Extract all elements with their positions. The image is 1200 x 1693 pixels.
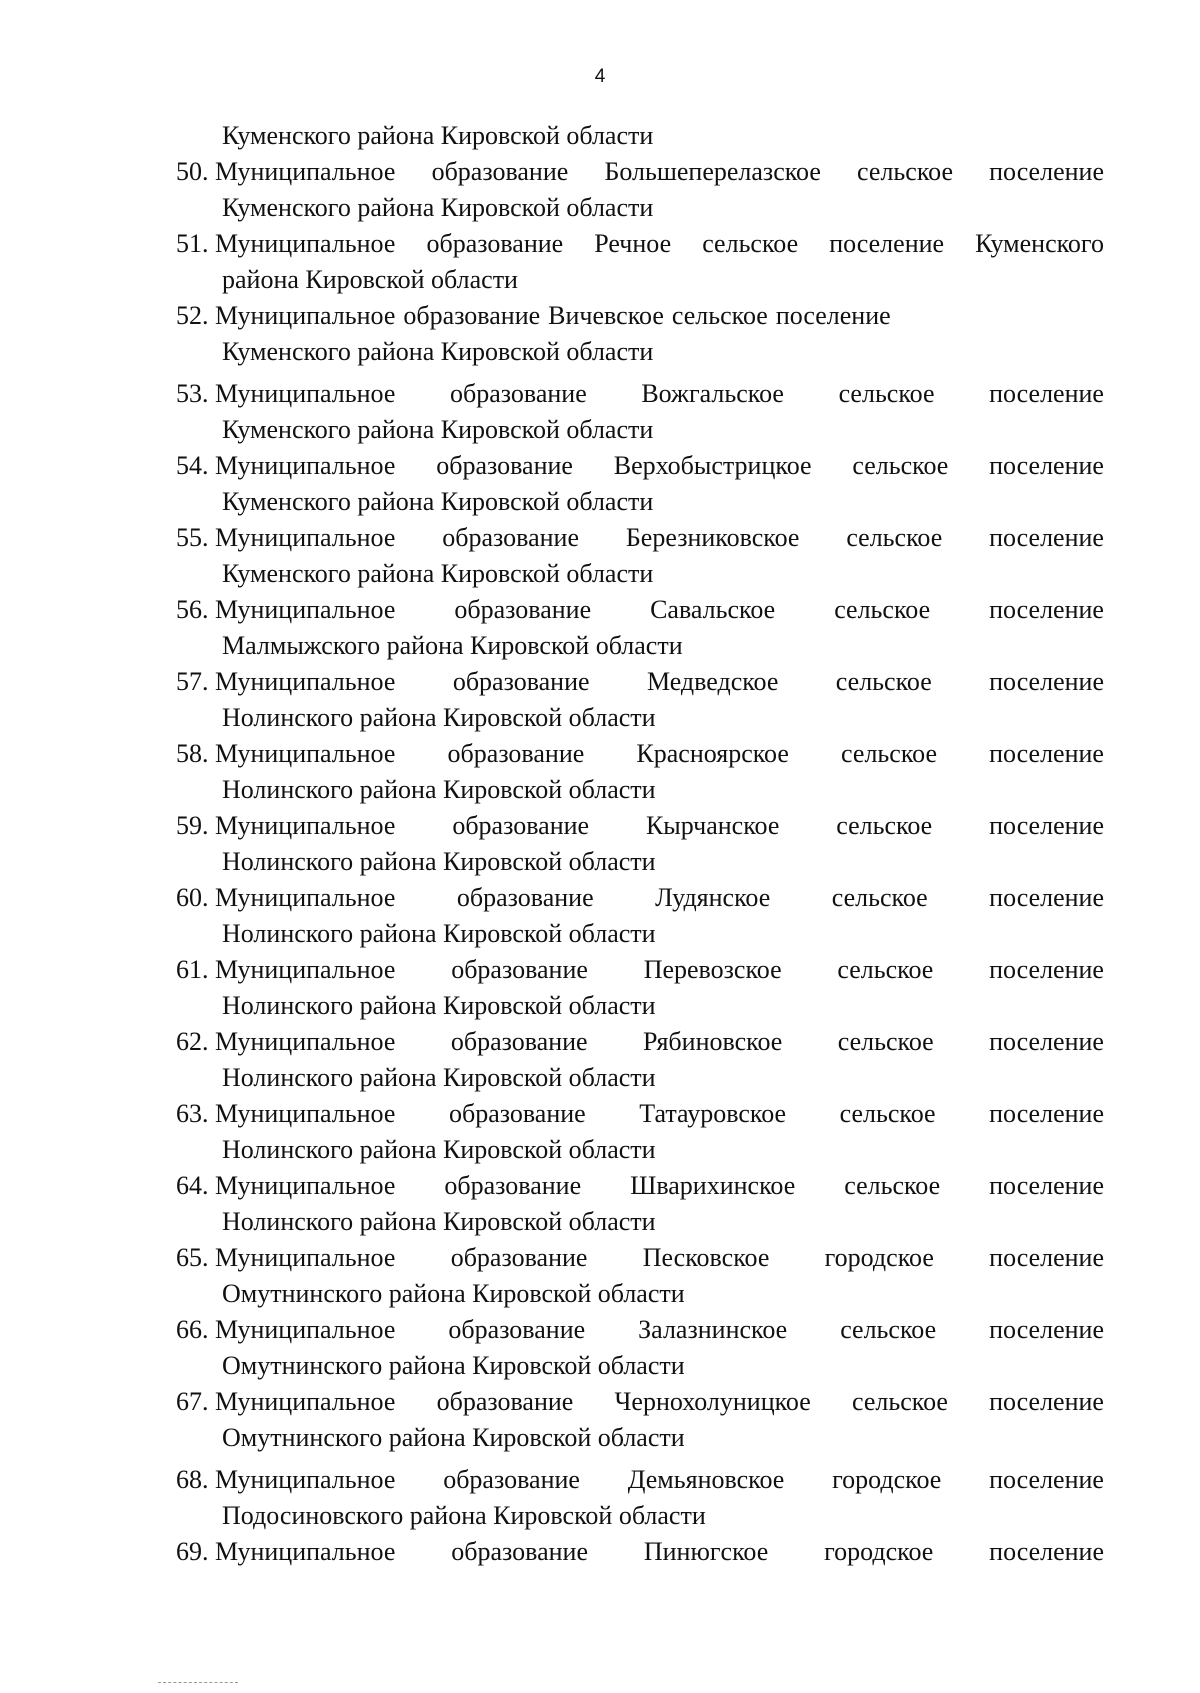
list-item [176,592,1104,664]
list-item-word: поселение [989,451,1104,480]
list-item-word: сельское [837,1027,934,1056]
list-item-second-line: Нолинского района Кировской области [222,919,656,948]
list-item-number-word: 53. Муниципальное [176,379,396,408]
list-item-word: городское [832,1465,942,1494]
municipality-list [176,118,1104,1570]
list-item-word: образование [452,667,590,696]
list-item-word: сельское [702,229,799,258]
list-item-number-word: 62. Муниципальное [176,1027,396,1056]
list-item-word: сельское [841,739,937,768]
list-item-word: поселение [989,1171,1104,1200]
list-item-first-line [176,1240,1104,1276]
list-item-word: сельское [671,301,768,330]
list-item-number-word: 59. Муниципальное [176,811,396,840]
list-item-first-line [176,298,1104,334]
list-item [176,880,1104,952]
list-item-word: сельское [851,1387,948,1416]
list-item [176,1168,1104,1240]
list-item-word: Большеперелазское [604,157,821,186]
list-item-word: образование [444,1171,582,1200]
list-item-second-line: Куменского района Кировской области [222,559,654,588]
list-item-word: поселение [989,955,1104,984]
list-item-word: Чернохолуницкое [614,1387,811,1416]
list-item-word: Перевозское [643,955,782,984]
list-item-word: образование [451,955,588,984]
list-item-word: сельское [838,379,935,408]
list-item-word: сельское [831,883,928,912]
list-item-first-line [176,448,1104,484]
list-item-first-line [176,154,1104,190]
list-item-first-line [176,520,1104,556]
list-item [176,736,1104,808]
continuation-line: Куменского района Кировской области [222,121,654,150]
list-item [176,1534,1104,1570]
list-item-word: поселение [989,1027,1104,1056]
list-item-number-word: 66. Муниципальное [176,1315,396,1344]
list-item [176,448,1104,520]
list-item-first-line [176,1024,1104,1060]
list-item-word: Пинюгское [643,1537,769,1566]
list-item-first-line [176,1462,1104,1498]
list-item-word: Песковское [642,1243,770,1272]
list-item-second-line: Куменского района Кировской области [222,487,654,516]
list-item-first-line [176,376,1104,412]
list-item-word: образование [450,1243,588,1272]
list-item-number-word: 64. Муниципальное [176,1171,396,1200]
list-item-word: образование [451,1537,588,1566]
list-item-word: образование [450,379,587,408]
list-item-second-line: района Кировской области [222,265,518,294]
list-item [176,520,1104,592]
list-item-word: образование [447,739,585,768]
page-number: 4 [594,66,606,87]
list-item-word: городское [824,1243,934,1272]
list-item-word: образование [403,301,541,330]
list-item-word: образование [443,1465,580,1494]
list-item-word: сельское [844,1171,941,1200]
list-item-number-word: 50. Муниципальное [176,157,396,186]
list-item [176,298,1104,370]
list-item-number-word: 55. Муниципальное [176,523,396,552]
list-item-word: образование [436,1387,574,1416]
list-item-word: поселение [989,523,1104,552]
list-item-second-line: Подосиновского района Кировской области [222,1501,706,1530]
list-item-number-word: 63. Муниципальное [176,1099,396,1128]
list-item-word: Татауровское [639,1099,787,1128]
list-item-word: Залазнинское [638,1315,788,1344]
list-item-first-line [176,952,1104,988]
list-item-second-line: Нолинского района Кировской области [222,703,656,732]
list-item [176,1096,1104,1168]
list-item-word: Кырчанское [645,811,780,840]
footer-scan-mark [158,1682,238,1683]
list-item-word: Демьяновское [627,1465,785,1494]
list-item-word: поселение [989,883,1104,912]
list-item-word: Березниковское [625,523,800,552]
list-item [176,664,1104,736]
list-item-number-word: 51. Муниципальное [176,229,396,258]
list-item-first-line [176,1312,1104,1348]
list-item-second-line: Омутнинского района Кировской области [222,1351,685,1380]
list-item-number-word: 61. Муниципальное [176,955,396,984]
list-item-first-line [176,736,1104,772]
list-item-second-line: Омутнинского района Кировской области [222,1279,685,1308]
list-item-word: Вичевское [548,301,664,330]
list-item [176,952,1104,1024]
list-item-second-line: Куменского района Кировской области [222,193,654,222]
list-item-word: Савальское [650,595,776,624]
list-item-number-word: 68. Муниципальное [176,1465,396,1494]
list-item-word: поселение [989,1465,1104,1494]
list-item-number-word: 54. Муниципальное [176,451,396,480]
list-item-word: сельское [852,451,949,480]
list-item [176,808,1104,880]
list-item-word: образование [436,451,573,480]
list-item [176,1462,1104,1534]
list-item-word: сельское [837,955,934,984]
list-item-word: Красноярское [636,739,789,768]
list-item-word: сельское [839,1099,936,1128]
list-item-second-line: Куменского района Кировской области [222,337,654,366]
list-item-word: Верхобыстрицкое [613,451,812,480]
list-item-second-line: Нолинского района Кировской области [222,1063,656,1092]
list-item-word: поселение [989,157,1104,186]
list-item [176,1240,1104,1312]
list-item-word: образование [426,229,564,258]
list-item-word: Рябиновское [643,1027,783,1056]
list-item-word: Речное [594,229,672,258]
list-item-word: сельское [834,595,931,624]
list-item-second-line: Нолинского района Кировской области [222,847,656,876]
list-item-word: Шварихинское [630,1171,796,1200]
list-item-word: поселение [989,1243,1104,1272]
list-item [176,1024,1104,1096]
list-item-word: поселение [989,667,1104,696]
list-item-number-word: 57. Муниципальное [176,667,396,696]
list-item-word: поселение [989,811,1104,840]
list-item-word: сельское [836,811,933,840]
list-item-second-line: Нолинского района Кировской области [222,991,656,1020]
list-item-word: сельское [846,523,943,552]
list-item-first-line [176,664,1104,700]
list-item-word: поселение [829,229,945,258]
list-item-second-line: Нолинского района Кировской области [222,1135,656,1164]
list-item-first-line [176,592,1104,628]
list-item-word: образование [454,595,592,624]
list-item-number-word: 60. Муниципальное [176,883,396,912]
list-item-word: Лудянское [655,883,771,912]
list-item-word: образование [431,157,569,186]
list-item-number-word: 69. Муниципальное [176,1537,396,1566]
list-item-word: городское [824,1537,934,1566]
list-item [176,226,1104,298]
list-items [176,154,1104,1570]
list-item-word: поселение [989,379,1104,408]
list-item-word: образование [450,1027,588,1056]
list-item-word: поселение [989,739,1104,768]
list-item-first-line [176,226,1104,262]
list-item-word: поселение [989,1315,1104,1344]
list-item-first-line [176,1534,1104,1570]
list-item-number-word: 52. Муниципальное [176,301,396,330]
list-item-word: поселение [775,301,891,330]
list-item-first-line [176,1168,1104,1204]
list-item-first-line [176,1384,1104,1420]
list-item-number-word: 67. Муниципальное [176,1387,396,1416]
list-item-word: сельское [835,667,932,696]
list-item-second-line: Малмыжского района Кировской области [222,631,683,660]
list-item-word: образование [456,883,594,912]
list-item-first-line [176,880,1104,916]
list-item [176,154,1104,226]
list-item-word: поселение [989,1387,1104,1416]
list-item-word: образование [448,1099,586,1128]
list-item-second-line: Куменского района Кировской области [222,415,654,444]
list-item-word: образование [452,811,590,840]
list-item-word: Вожгальское [641,379,784,408]
list-item-word: образование [448,1315,586,1344]
list-item-word: поселение [989,1537,1104,1566]
list-item-number-word: 58. Муниципальное [176,739,396,768]
list-item-word: Медведское [646,667,779,696]
list-item-second-line: Нолинского района Кировской области [222,775,656,804]
list-item-second-line: Омутнинского района Кировской области [222,1423,685,1452]
list-item [176,1384,1104,1456]
list-item-word: сельское [857,157,953,186]
list-item [176,1312,1104,1384]
list-item-word: поселение [989,595,1104,624]
list-item-number-word: 56. Муниципальное [176,595,396,624]
list-item-first-line [176,808,1104,844]
list-item-word: поселение [989,1099,1104,1128]
list-item [176,376,1104,448]
list-item-word: Куменского [975,229,1104,258]
list-item-second-line: Нолинского района Кировской области [222,1207,656,1236]
list-item-word: образование [442,523,580,552]
list-item-first-line [176,1096,1104,1132]
list-item-number-word: 65. Муниципальное [176,1243,396,1272]
list-item-word: сельское [840,1315,937,1344]
